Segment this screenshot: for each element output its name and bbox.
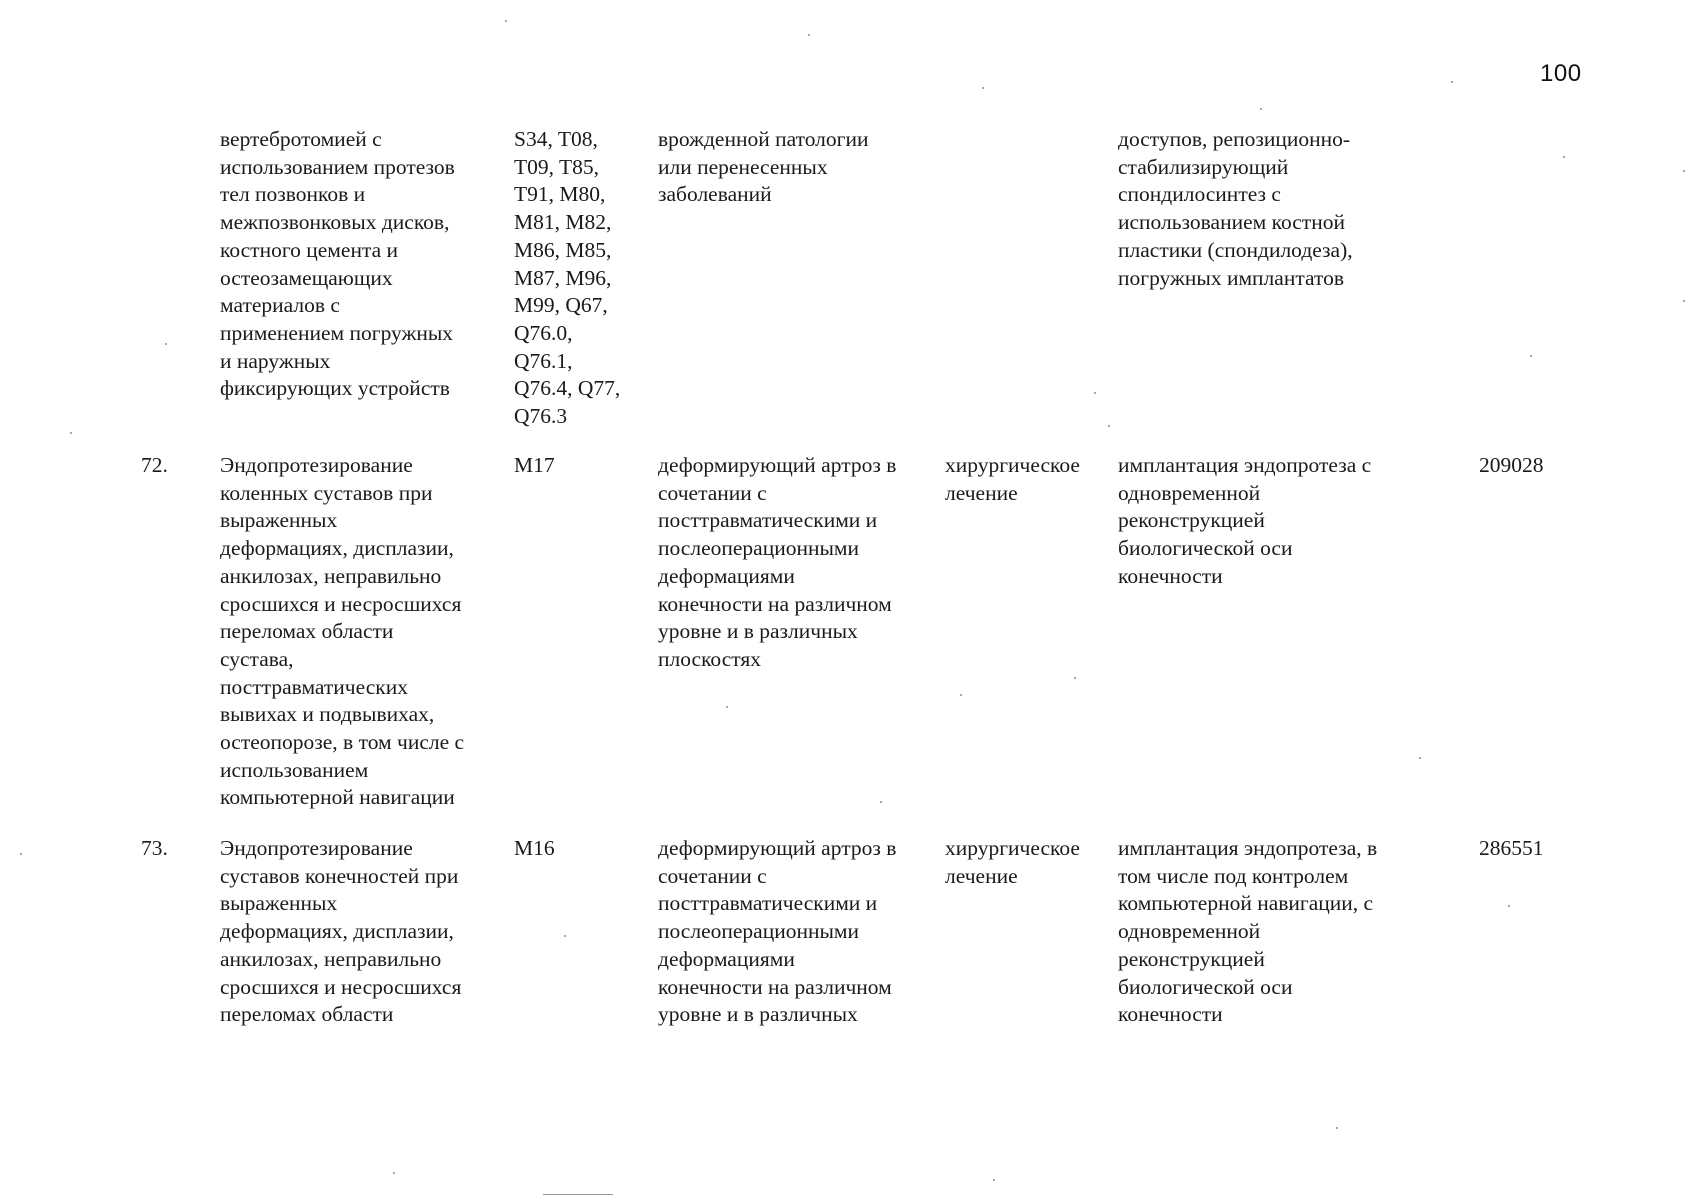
- scan-speck: [982, 87, 984, 89]
- treatment-type: хирургическое лечение: [945, 836, 1080, 888]
- icd-codes: M17: [514, 453, 555, 477]
- scan-speck: [808, 34, 810, 36]
- cost-value: 286551: [1479, 836, 1544, 860]
- row-number: 73.: [141, 836, 168, 860]
- scan-speck: [393, 1172, 395, 1174]
- patient-model: врожденной патологии или перенесенных заболеваний: [658, 127, 869, 207]
- scan-speck: [165, 343, 167, 345]
- page-number: 100: [1540, 60, 1582, 87]
- scan-speck: [1563, 156, 1565, 158]
- intervention-name: вертебротомией с использованием протезов тел позвонков и межпозвонковых дисков, костного цемента и остеозамещающих материалов с применением погружных и наружных фиксирующих устройств: [220, 127, 455, 401]
- patient-model: деформирующий артроз в сочетании с посттравматическими и послеоперационными деформациями конечности на различном уровне и в различных: [658, 836, 897, 1027]
- scan-speck: [1683, 300, 1685, 302]
- scan-speck: [1508, 905, 1510, 907]
- scan-speck: [880, 801, 882, 803]
- scan-speck: [1530, 355, 1532, 357]
- scan-speck: [1108, 425, 1110, 427]
- intervention-name: Эндопротезирование коленных суставов при выраженных деформациях, дисплазии, анкилозах, неправильно сросшихся и несросшихся переломах области сустава, посттравматических вывихах и подвывихах, остеопорозе, в том числе с использованием компьютерной навигации: [220, 453, 465, 810]
- treatment-method: имплантация эндопротеза, в том числе под контролем компьютерной навигации, с одновременной реконструкцией биологической оси конечности: [1118, 836, 1378, 1027]
- treatment-method: доступов, репозиционно- стабилизирующий спондилосинтез с использованием костной пластики (спондилодеза), погружных имплантатов: [1118, 127, 1353, 290]
- scan-speck: [505, 20, 507, 22]
- scan-speck: [960, 694, 962, 696]
- scan-speck: [1419, 757, 1421, 759]
- icd-codes: M16: [514, 836, 555, 860]
- scan-speck: [1094, 392, 1096, 394]
- scan-speck: [993, 1179, 995, 1181]
- scan-speck: [1683, 170, 1685, 172]
- treatment-method: имплантация эндопротеза с одновременной реконструкцией биологической оси конечности: [1118, 453, 1372, 588]
- intervention-name: Эндопротезирование суставов конечностей при выраженных деформациях, дисплазии, анкилозах, неправильно сросшихся и несросшихся переломах области: [220, 836, 462, 1027]
- treatment-type: хирургическое лечение: [945, 453, 1080, 505]
- cost-value: 209028: [1479, 453, 1544, 477]
- footer-rule: [543, 1194, 613, 1195]
- scan-speck: [70, 432, 72, 434]
- scan-speck: [726, 706, 728, 708]
- scan-speck: [1336, 1127, 1338, 1129]
- row-number: 72.: [141, 453, 168, 477]
- scan-speck: [1260, 108, 1262, 110]
- patient-model: деформирующий артроз в сочетании с посттравматическими и послеоперационными деформациями конечности на различном уровне и в различных плоскостях: [658, 453, 897, 671]
- icd-codes: S34, T08, T09, T85, T91, M80, M81, M82, M86, M85, M87, M96, M99, Q67, Q76.0, Q76.1, Q76.4, Q77, Q76.3: [514, 127, 621, 429]
- scan-speck: [1074, 677, 1076, 679]
- scan-speck: [20, 853, 22, 855]
- scan-speck: [1451, 81, 1453, 83]
- scan-speck: [564, 935, 566, 937]
